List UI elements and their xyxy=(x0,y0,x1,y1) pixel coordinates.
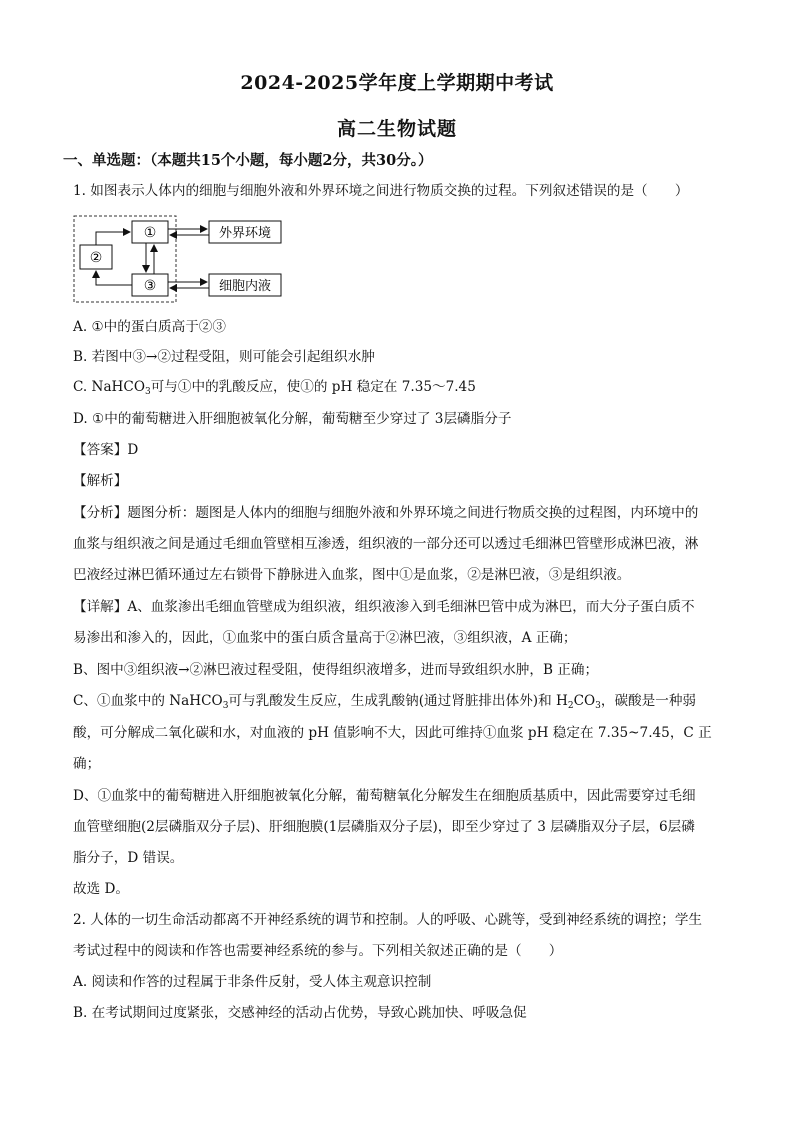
section-heading: 一、单选题：（本题共15个小题，每小题2分，共30分。） xyxy=(63,152,433,169)
analysis-l7-sub2: 2 xyxy=(567,701,574,711)
q1-option-a: A. ①中的蛋白质高于②③ xyxy=(73,319,226,335)
q1-option-c-pre: C. NaHCO xyxy=(73,379,145,395)
analysis-l7-pre: C、①血浆中的 NaHCO xyxy=(73,693,223,709)
q1-answer: 【答案】D xyxy=(73,442,139,458)
analysis-line: 【分析】题图分析：题图是人体内的细胞与细胞外液和外界环境之间进行物质交换的过程图，内环境中的 xyxy=(73,505,699,521)
q1-option-c-sub: 3 xyxy=(144,387,151,397)
analysis-l7-post: ，碳酸是一种弱 xyxy=(600,693,697,709)
box-cell-fluid-label: 细胞内液 xyxy=(218,279,272,294)
box-outer-env-label: 外界环境 xyxy=(218,226,272,241)
analysis-l7-mid2: CO xyxy=(573,693,596,709)
q1-option-c-post: 可与①中的乳酸反应，使①的 pH 稳定在 7.35～7.45 xyxy=(150,379,476,395)
analysis-line: 脂分子，D 错误。 xyxy=(73,850,184,866)
analysis-line: 【详解】A、血浆渗出毛细血管壁成为组织液，组织液渗入到毛细淋巴管中成为淋巴，而大分子蛋白质不 xyxy=(73,599,695,615)
analysis-line: 故选 D。 xyxy=(73,881,130,897)
arrow-tissue-to-lymph xyxy=(96,271,132,285)
arrow-lymph-to-plasma xyxy=(96,232,130,245)
q1-stem: 1. 如图表示人体内的细胞与细胞外液和外界环境之间进行物质交换的过程。下列叙述错误的是（ ） xyxy=(73,183,689,199)
analysis-line: 血浆与组织液之间是通过毛细血管壁相互渗透，组织液的一部分还可以透过毛细淋巴管壁形成淋巴液，淋 xyxy=(73,536,699,552)
analysis-l7-sub3: 3 xyxy=(595,701,601,711)
analysis-line: D、①血浆中的葡萄糖进入肝细胞被氧化分解，葡萄糖氧化分解发生在细胞质基质中，因此需要穿过毛细 xyxy=(73,788,696,804)
analysis-line: 易渗出和渗入的，因此，①血浆中的蛋白质含量高于②淋巴液，③组织液，A 正确； xyxy=(73,630,577,646)
exam-subtitle: 高二生物试题 xyxy=(336,118,457,140)
analysis-line: 酸，可分解成二氧化碳和水，对血液的 pH 值影响不大，因此可维持①血浆 pH 稳定在 7.35~7.45，C 正 xyxy=(73,725,712,741)
analysis-line: 血管壁细胞(2层磷脂双分子层)、肝细胞膜(1层磷脂双分子层)，即至少穿过了 3 层磷脂双分子层，6层磷 xyxy=(73,819,695,835)
q1-option-b: B. 若图中③→②过程受阻，则可能会引起组织水肿 xyxy=(73,349,375,365)
analysis-line: 确； xyxy=(73,756,101,772)
q2-option-a: A. 阅读和作答的过程属于非条件反射，受人体主观意识控制 xyxy=(73,974,432,990)
analysis-line xyxy=(73,691,696,716)
q2-stem-line1: 2. 人体的一切生命活动都离不开神经系统的调节和控制。人的呼吸、心跳等，受到神经系统的调控；学生 xyxy=(73,912,703,928)
q1-option-c xyxy=(73,377,476,402)
q2-stem-line2: 考试过程中的阅读和作答也需要神经系统的参与。下列相关叙述正确的是（ ） xyxy=(73,943,563,959)
analysis-l7-mid: 可与乳酸发生反应，生成乳酸钠(通过肾脏排出体外)和 H xyxy=(228,693,568,709)
exchange-diagram xyxy=(72,213,292,307)
analysis-l7-sub1: 3 xyxy=(222,701,229,711)
exam-title: 2024-2025学年度上学期期中考试 xyxy=(240,72,554,94)
q2-option-b: B. 在考试期间过度紧张，交感神经的活动占优势，导致心跳加快、呼吸急促 xyxy=(73,1005,527,1021)
box-tissue-fluid-label: ③ xyxy=(143,278,157,294)
box-lymph-label: ② xyxy=(89,250,103,266)
q1-option-d: D. ①中的葡萄糖进入肝细胞被氧化分解，葡萄糖至少穿过了 3层磷脂分子 xyxy=(73,411,512,427)
analysis-line: 巴液经过淋巴循环通过左右锁骨下静脉进入血浆，图中①是血浆，②是淋巴液，③是组织液。 xyxy=(73,567,631,583)
analysis-line: B、图中③组织液→②淋巴液过程受阻，使得组织液增多，进而导致组织水肿，B 正确； xyxy=(73,662,599,678)
q1-analysis-label: 【解析】 xyxy=(73,473,128,489)
box-plasma-label: ① xyxy=(143,225,157,241)
